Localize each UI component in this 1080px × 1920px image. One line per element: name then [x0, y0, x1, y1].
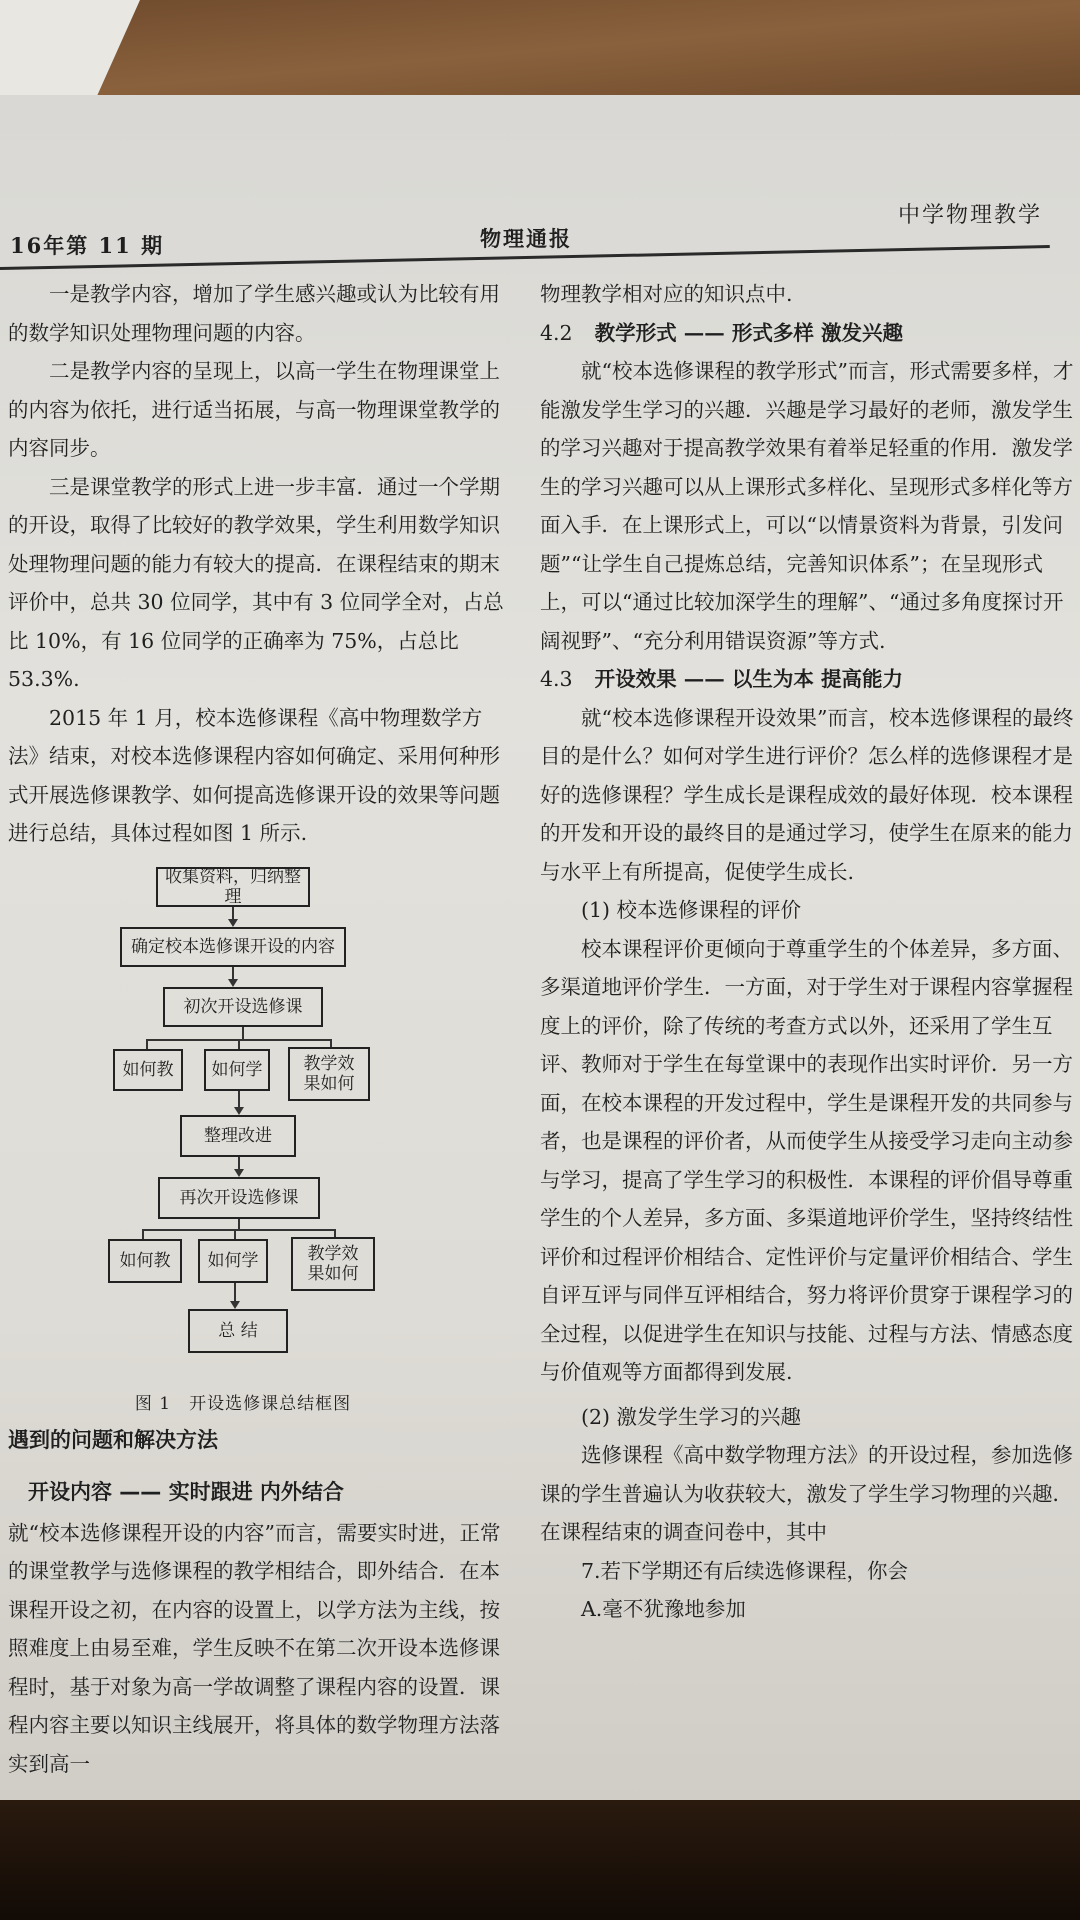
- flow-branch-effect-2: 教学效果如何: [291, 1237, 375, 1291]
- flow-step-improve: 整理改进: [180, 1115, 296, 1157]
- paragraph: 物理教学相对应的知识点中.: [540, 282, 793, 306]
- flow-arrow: [228, 919, 238, 927]
- journal-page: [0, 95, 1080, 1835]
- flow-branch-teach: 如何教: [113, 1049, 183, 1091]
- paragraph: 二是教学内容的呈现上，以高一学生在物理课堂上的内容为依托，进行适当拓展，与高一物理课堂教学的内容同步。: [8, 359, 500, 460]
- flow-arrow: [228, 979, 238, 987]
- paragraph: 三是课堂教学的形式上进一步丰富．通过一个学期的开设，取得了比较好的教学效果，学生利用数学知识处理物理问题的能力有较大的提高．在课程结束的期末评价中，总共 30 位同学，其中有 3 位同学全对，占总比 10%，有 16 位同学的正确率为 75%，占总比 53.3%.: [8, 474, 504, 691]
- flow-branch-effect: 教学效果如何: [288, 1047, 370, 1101]
- paragraph: 一是教学内容，增加了学生感兴趣或认为比较有用的数学知识处理物理问题的内容。: [8, 282, 500, 345]
- flow-connector: [146, 1039, 148, 1049]
- flow-arrow: [234, 1107, 244, 1115]
- flow-step-first-open: 初次开设选修课: [163, 987, 323, 1027]
- section-number: 4.2: [540, 320, 573, 345]
- section-title-text: 教学形式 —— 形式多样 激发兴趣: [594, 320, 904, 345]
- paragraph: 校本课程评价更倾向于尊重学生的个体差异，多方面、多渠道地评价学生．一方面，对于学生对于课程内容掌握程度上的评价，除了传统的考查方式以外，还采用了学生互评、教师对于学生在每堂课中的表现作出实时评价．另一方面，在校本课程的开发过程中，学生是课程开发的共同参与者，也是课程的评价者，从而使学生从接受学习走向主动参与学习，提高了学生学习的积极性．本课程的评价倡导尊重学生的个人差异，多方面、多渠道地评价学生，坚持终结性评价和过程评价相结合、定性评价与定量评价相结合、学生自评互评与同伴互评相结合，努力将评价贯穿于课程学习的全过程，以促进学生在知识与技能、过程与方法、情感态度与价值观等方面都得到发展.: [540, 936, 1073, 1384]
- paragraph: 就“校本选修课程开设效果”而言，校本选修课程的最终目的是什么？如何对学生进行评价？怎么样的选修课程才是好的选修课程？学生成长是课程成效的最好体现．校本课程的开发和开设的最终目的是通过学习，使学生在原来的能力与水平上有所提高，促使学生成长.: [540, 705, 1074, 884]
- flow-connector: [238, 1039, 240, 1049]
- flow-connector: [238, 1219, 240, 1229]
- survey-question: 7.若下学期还有后续选修课程，你会: [581, 1558, 909, 1583]
- issue-label: 16年第 11 期: [10, 233, 165, 258]
- flow-arrow: [234, 1169, 244, 1177]
- subheading: (1) 校本选修课程的评价: [581, 898, 802, 922]
- paragraph: 就“校本选修课程的教学形式”而言，形式需要多样，才能激发学生学习的兴趣．兴趣是学习最好的老师，激发学生的学习兴趣对于提高教学效果有着举足轻重的作用．激发学生的学习兴趣可以从上课形式多样化、呈现形式多样化等方面入手．在上课形式上，可以“以情景资料为背景，引发问题”“让学生自己提炼总结，完善知识体系”；在呈现形式上，可以“通过比较加深学生的理解”、“通过多角度探讨开阔视野”、“充分利用错误资源”等方式.: [540, 359, 1074, 653]
- left-column: [8, 275, 506, 1783]
- section-title: 中学物理教学: [898, 203, 1043, 228]
- section-title-text: 开设效果 —— 以生为本 提高能力: [594, 667, 904, 691]
- paragraph: 2015 年 1 月，校本选修课程《高中物理数学方法》结束，对校本选修课程内容如何确定、采用何种形式开展选修课教学、如何提高选修课开设的效果等问题进行总结，具体过程如图 1 所示.: [8, 705, 500, 845]
- flow-connector: [242, 1027, 244, 1039]
- subsection-heading: 开设内容 —— 实时跟进 内外结合: [28, 1480, 344, 1504]
- flow-connector: [142, 1229, 336, 1231]
- flowchart: [8, 867, 506, 1427]
- flow-step-second-open: 再次开设选修课: [158, 1177, 320, 1219]
- flow-step-summary: 总 结: [188, 1309, 288, 1353]
- right-column: [540, 275, 1080, 1629]
- survey-option: A.毫不犹豫地参加: [581, 1597, 746, 1621]
- subsection-heading-4-3: [540, 660, 1080, 699]
- section-number: 4.3: [540, 667, 573, 691]
- flow-branch-learn: 如何学: [204, 1049, 270, 1091]
- desk-background-bottom: [0, 1800, 1080, 1920]
- flow-connector: [142, 1229, 144, 1239]
- flow-connector: [234, 1229, 236, 1239]
- section-heading: 遇到的问题和解决方法: [8, 1427, 218, 1452]
- flow-branch-learn-2: 如何学: [198, 1239, 268, 1283]
- flow-step-collect: 收集资料，归纳整理: [156, 867, 310, 907]
- subheading: (2) 激发学生学习的兴趣: [581, 1404, 802, 1429]
- flow-branch-teach-2: 如何教: [108, 1239, 182, 1283]
- journal-title: 物理通报: [480, 226, 572, 251]
- subsection-heading-4-2: [540, 314, 1080, 353]
- flow-connector: [234, 1283, 236, 1303]
- flow-arrow: [230, 1301, 240, 1309]
- flow-step-determine: 确定校本选修课开设的内容: [120, 927, 346, 967]
- paragraph: 选修课程《高中数学物理方法》的开设过程，参加选修课的学生普遍认为收获较大，激发了学生学习物理的兴趣．在课程结束的调查问卷中，其中: [540, 1443, 1073, 1544]
- figure-caption: 图 1 开设选修课总结框图: [134, 1393, 352, 1414]
- paragraph: 就“校本选修课程开设的内容”而言，需要实时进，正常的课堂教学与选修课程的教学相结合，即外结合．在本课程开设之初，在内容的设置上，以学方法为主线，按照难度上由易至难，学生反映不在第二次开设本选修课程时，基于对象为高一学故调整了课程内容的设置．课程内容主要以知识主线展开，将具体的数学物理方法落实到高一: [8, 1520, 501, 1776]
